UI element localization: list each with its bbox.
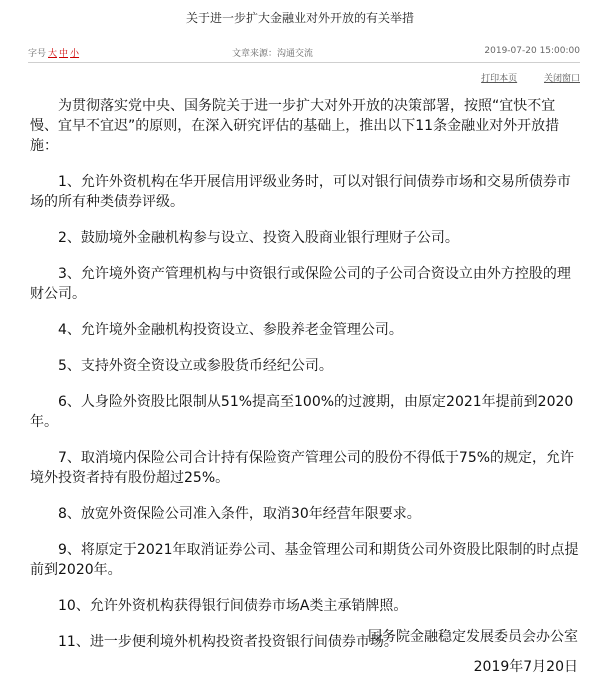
- font-size-label: 字号: [28, 49, 47, 59]
- list-item: 11、进一步便利境外机构投资者投资银行间债券市场。: [58, 634, 398, 650]
- article-meta: [28, 46, 580, 60]
- issuer-signature: 国务院金融稳定发展委员会办公室: [368, 629, 578, 645]
- article-intro: 为贯彻落实党中央、国务院关于进一步扩大对外开放的决策部署，按照“宜快不宜慢、宜早不宜迟”的原则，在深入研究评估的基础上，推出以下11条金融业对外开放措施：: [30, 98, 560, 154]
- article-source: 文章来源：沟通交流: [232, 49, 314, 59]
- header-divider: [28, 62, 580, 63]
- article-datetime: 2019-07-20 15:00:00: [484, 46, 580, 56]
- issue-date: 2019年7月20日: [473, 659, 578, 675]
- list-item: 7、取消境内保险公司合计持有保险资产管理公司的股份不得低于75%的规定，允许境外投资者持有股份超过25%。: [30, 450, 575, 486]
- list-item: 4、允许境外金融机构投资设立、参股养老金管理公司。: [58, 322, 403, 338]
- close-window-link[interactable]: 关闭窗口: [543, 74, 580, 84]
- article-body: [30, 96, 582, 668]
- font-size-large-link[interactable]: 大: [48, 49, 58, 59]
- list-item: 3、允许境外资产管理机构与中资银行或保险公司的子公司合资设立由外方控股的理财公司。: [30, 266, 571, 302]
- list-item: 9、将原定于2021年取消证券公司、基金管理公司和期货公司外资股比限制的时点提前到2020年。: [30, 542, 579, 578]
- page-actions: [457, 71, 580, 84]
- list-item: 5、支持外资全资设立或参股货币经纪公司。: [58, 358, 333, 374]
- list-item: 2、鼓励境外金融机构参与设立、投资入股商业银行理财子公司。: [58, 230, 459, 246]
- font-size-small-link[interactable]: 小: [70, 49, 80, 59]
- list-item: 1、允许外资机构在华开展信用评级业务时，可以对银行间债券市场和交易所债券市场的所有种类债券评级。: [30, 174, 571, 210]
- list-item: 8、放宽外资保险公司准入条件，取消30年经营年限要求。: [58, 506, 421, 522]
- list-item: 10、允许外资机构获得银行间债券市场A类主承销牌照。: [58, 598, 408, 614]
- font-size-control: [28, 46, 79, 59]
- page-title: 关于进一步扩大金融业对外开放的有关举措: [185, 11, 414, 25]
- print-page-link[interactable]: 打印本页: [481, 74, 518, 84]
- font-size-medium-link[interactable]: 中: [59, 49, 69, 59]
- list-item: 6、人身险外资股比限制从51%提高至100%的过渡期，由原定2021年提前到2020年。: [30, 394, 574, 430]
